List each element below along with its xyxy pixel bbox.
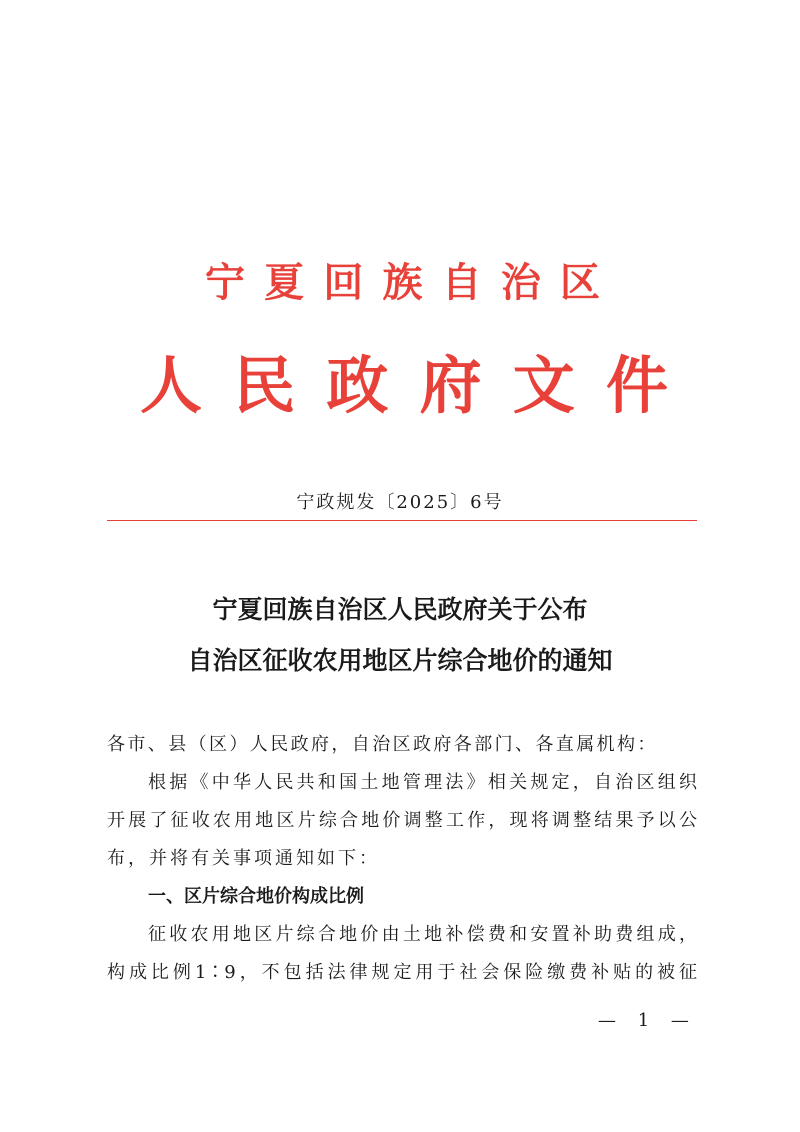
body-line: 构成比例1∶9，不包括法律规定用于社会保险缴费补贴的被征 [107,962,697,983]
body-line: 开展了征收农用地区片综合地价调整工作，现将调整结果予以公 [107,810,697,831]
document-number: 宁政规发〔2025〕6号 [296,492,504,513]
body-line: 根据《中华人民共和国土地管理法》相关规定，自治区组织 [148,772,697,793]
red-divider [107,520,697,521]
issuer-heading: 宁夏回族自治区 [205,259,600,306]
title-line-1: 宁夏回族自治区人民政府关于公布 [212,595,588,624]
title-line-2: 自治区征收农用地区片综合地价的通知 [187,646,613,675]
salutation: 各市、县（区）人民政府，自治区政府各部门、各直属机构： [107,734,658,755]
section-heading: 一、区片综合地价构成比例 [148,886,364,907]
page-number: — 1 — [598,1010,697,1031]
body-line: 布，并将有关事项通知如下： [107,848,380,869]
doc-type-heading: 人民政府文件 [140,349,668,422]
body-line: 征收农用地区片综合地价由土地补偿费和安置补助费组成， [148,924,697,945]
